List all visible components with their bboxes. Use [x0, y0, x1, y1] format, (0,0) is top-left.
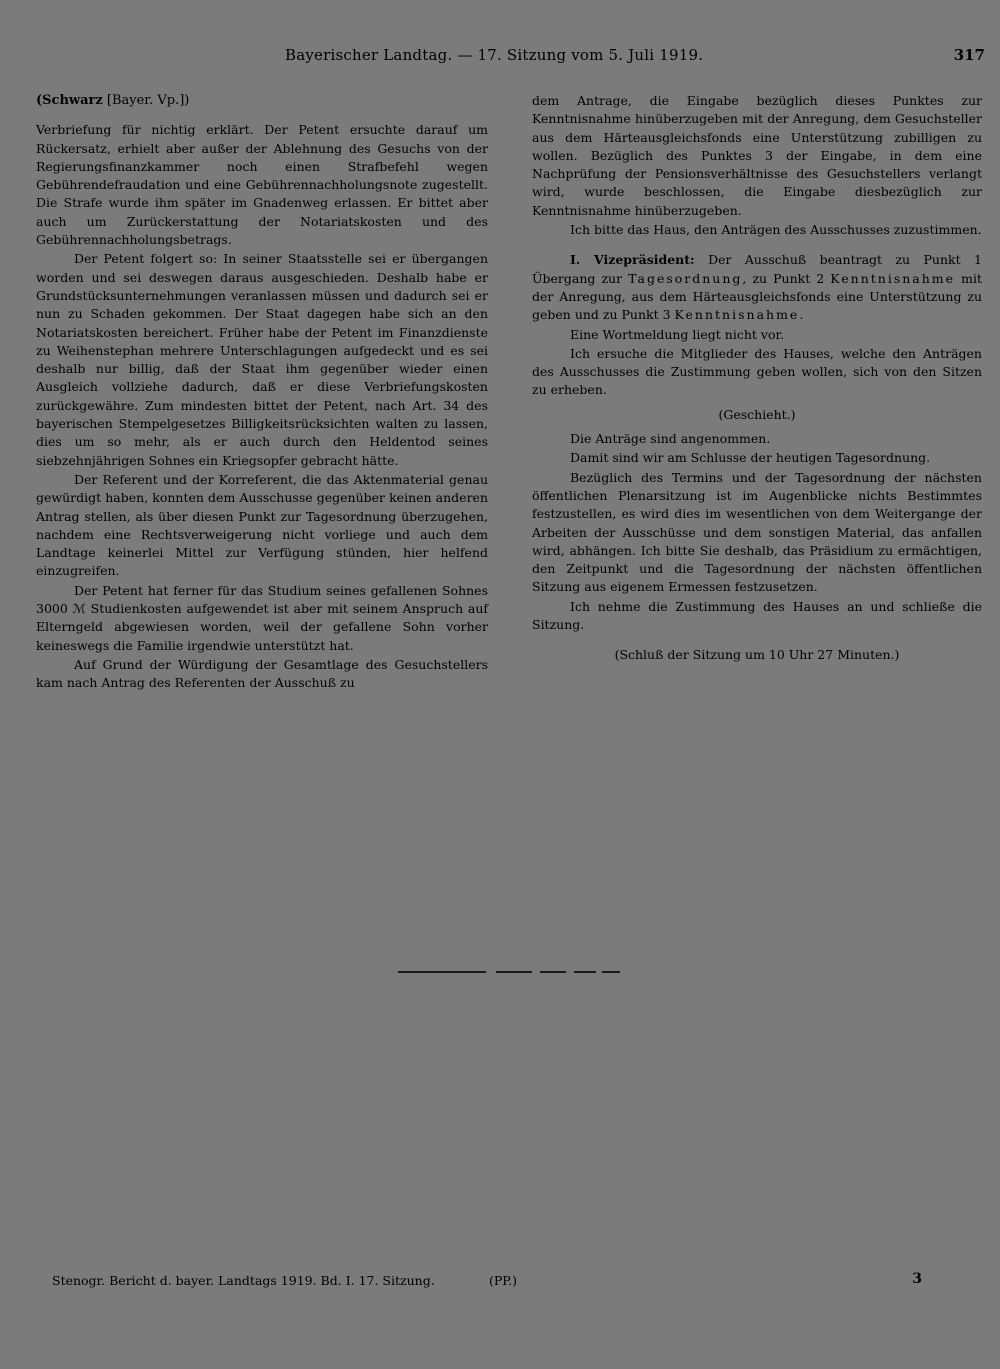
divider-segment	[398, 971, 486, 973]
spaced-term: Tagesordnung	[628, 270, 743, 286]
paragraph: Bezüglich des Termins und der Tagesordnung der nächsten öffentlichen Plenarsitzung ist im Augenblicke nichts Bestimmtes festzustellen, es wird dies im wesentlichen von dem Weitergange der Arbeiten der Ausschüsse und dem sonstigen Material, das anfallen wird, abhängen. Ich bitte Sie deshalb, das Präsidium zu ermächtigen, den Zeitpunkt und die Tagesordnung der nächsten öffentlichen Sitzung aus eigenem Ermessen festzusetzen.	[532, 469, 982, 595]
speaker-party: [Bayer. Vp.])	[102, 93, 190, 108]
paragraph: Verbriefung für nichtig erklärt. Der Petent ersuchte darauf um Rückersatz, erhielt aber außer der Ablehnung des Gesuchs von der Regierungsfinanzkammer noch einen Strafbefehl wegen Gebührendefraudation und eine Gebührennachholungsnote zugestellt. Die Strafe wurde ihm später im Gnadenweg erlassen. Er bittet aber auch um Zurückerstattung der Notariatskosten und des Gebührennachholungsbetrags.	[36, 122, 488, 248]
paragraph: Ich bitte das Haus, den Anträgen des Ausschusses zuzustimmen.	[570, 222, 982, 238]
text-run: mit der Anregung, aus dem Härteausgleichsfonds eine Unterstützung zu geben und zu Punkt 3	[532, 270, 982, 323]
right-column	[532, 92, 982, 671]
paragraph: Der Petent folgert so: In seiner Staatsstelle sei er übergangen worden und sei deswegen daraus ausgeschieden. Deshalb habe er Grundstücksunternehmungen veranlassen müssen und dadurch sei er nun zu Schaden gekommen. Der Staat dagegen habe sich an den Notariatskosten bereichert. Früher habe der Petent im Finanzdienste zu Weihenstephan mehrere Unterschlagungen aufgedeckt und es sei deshalb nur billig, daß der Staat ihm gegenüber wieder einen Ausgleich vollziehe dadurch, daß er diese Verbriefungskosten zurückgewähre. Zum mindesten bittet der Petent, nach Art. 34 des bayerischen Stempelgesetzes Billigkeitsrücksichten walten zu lassen, dies um so mehr, als er auch durch den Heldentod seines siebzehnjährigen Sohnes ein Kriegsopfer gebracht hätte.	[36, 251, 488, 468]
divider-segment	[540, 971, 566, 973]
divider-segment	[602, 971, 620, 973]
paragraph: Auf Grund der Würdigung der Gesamtlage des Gesuchstellers kam nach Antrag des Referenten der Ausschuß zu	[36, 656, 488, 691]
running-title: Bayerischer Landtag. — 17. Sitzung vom 5. Juli 1919.	[285, 46, 704, 64]
paragraph: Eine Wortmeldung liegt nicht vor.	[570, 326, 785, 342]
footer-code: (PP.)	[489, 1273, 518, 1288]
paragraph: Ich ersuche die Mitglieder des Hauses, welche den Anträgen des Ausschusses die Zustimmung geben wollen, sich von den Sitzen zu erheben.	[532, 345, 982, 398]
speaker-line	[36, 92, 488, 110]
speaker-name: (Schwarz	[36, 93, 103, 108]
left-column	[36, 92, 488, 694]
paragraph: Ich nehme die Zustimmung des Hauses an und schließe die Sitzung.	[532, 598, 982, 633]
paragraph: dem Antrage, die Eingabe bezüglich dieses Punktes zur Kenntnisnahme hinüberzugeben mit der Anregung, dem Gesuchsteller aus dem Härteausgleichsfonds eine Unterstützung zubilligen zu wollen. Bezüglich des Punktes 3 der Eingabe, in dem eine Nachprüfung der Pensionsverhältnisse des Gesuchstellers verlangt wird, wurde beschlossen, die Eingabe diesbezüglich zur Kenntnisnahme hinüberzugeben.	[532, 93, 982, 218]
paragraph: Der Petent hat ferner für das Studium seines gefallenen Sohnes 3000 ℳ Studienkosten aufgewendet ist aber mit seinem Anspruch auf Elterngeld abgewiesen worden, weil der gefallene Sohn vorher keineswegs die Familie irgendwie unterstützt hat.	[36, 582, 488, 653]
vice-president-paragraph	[532, 251, 982, 324]
spaced-term: Kenntnisnahme	[674, 307, 800, 323]
page-footer	[52, 1273, 922, 1293]
text-run: , zu Punkt 2	[742, 270, 831, 286]
footer-sheet-number: 3	[912, 1271, 922, 1287]
divider-segment	[574, 971, 596, 973]
spaced-term: Kenntnisnahme	[830, 270, 956, 286]
page-header	[285, 46, 985, 70]
stage-direction: (Geschieht.)	[718, 406, 796, 422]
vice-president-speaker: I. Vizepräsident:	[570, 252, 695, 268]
text-run: .	[799, 307, 804, 323]
paragraph: Der Referent und der Korreferent, die das Aktenmaterial genau gewürdigt haben, konnten dem Ausschusse gegenüber keinen anderen Antrag stellen, als über diesen Punkt zur Tagesordnung überzugehen, nachdem eine Rechtsverweigerung nicht vorliege und auch dem Landtage keinerlei Mittel zur Verfügung stünden, hier helfend einzugreifen.	[36, 471, 488, 579]
text-run: Der Ausschuß beantragt zu Punkt 1 Übergang zur	[532, 252, 982, 286]
footer-source: Stenogr. Bericht d. bayer. Landtags 1919. Bd. I. 17. Sitzung.	[52, 1273, 435, 1288]
paragraph: Damit sind wir am Schlusse der heutigen Tagesordnung.	[570, 450, 931, 466]
divider-segment	[496, 971, 532, 973]
closing-note: (Schluß der Sitzung um 10 Uhr 27 Minuten.)	[614, 647, 900, 663]
section-divider	[398, 971, 620, 973]
page-number: 317	[953, 46, 985, 64]
paragraph: Die Anträge sind angenommen.	[570, 431, 771, 447]
